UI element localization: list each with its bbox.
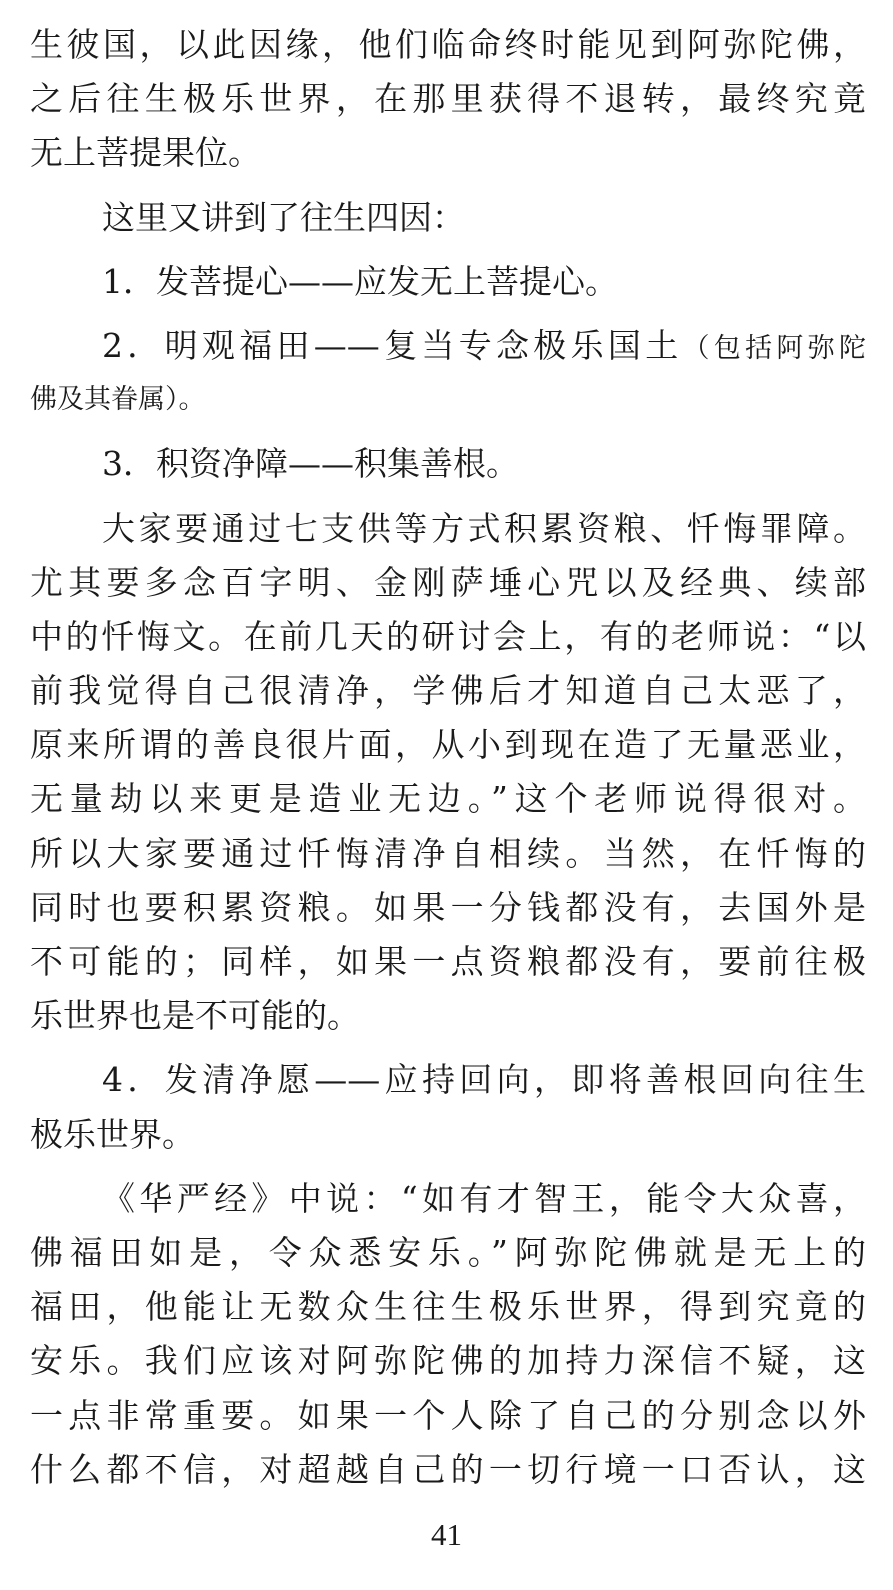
text-line: 同时也要积累资粮。如果一分钱都没有，去国外是 bbox=[30, 887, 866, 927]
list-item-2-cont: 佛及其眷属）。 bbox=[30, 384, 206, 416]
list-item-2 bbox=[30, 319, 866, 373]
text-line: 无量劫以来更是造业无边。”这个老师说得很对。 bbox=[30, 779, 866, 819]
text-line: 福田，他能让无数众生往生极乐世界，得到究竟的 bbox=[30, 1287, 866, 1327]
list-item-2-main: 2．明观福田——复当专念极乐国土 bbox=[102, 325, 683, 365]
text-line: 原来所谓的善良很片面，从小到现在造了无量恶业， bbox=[30, 725, 866, 765]
page-number: 41 bbox=[431, 1517, 462, 1552]
list-item-1: 1．发菩提心——应发无上菩提心。 bbox=[102, 261, 618, 301]
list-item-3: 3．积资净障——积集善根。 bbox=[102, 444, 519, 484]
list-item-2-note: （包括阿弥陀 bbox=[682, 332, 866, 364]
text-line: 大家要通过七支供等方式积累资粮、忏悔罪障。 bbox=[102, 508, 866, 548]
text-line: 之后往生极乐世界，在那里获得不退转，最终究竟 bbox=[30, 79, 866, 119]
text-line: 乐世界也是不可能的。 bbox=[30, 996, 360, 1036]
text-line: 极乐世界。 bbox=[30, 1114, 195, 1154]
text-line: 尤其要多念百字明、金刚萨埵心咒以及经典、续部 bbox=[30, 562, 866, 602]
text-line: 什么都不信，对超越自己的一切行境一口否认，这 bbox=[30, 1449, 866, 1489]
text-line: 所以大家要通过忏悔清净自相续。当然，在忏悔的 bbox=[30, 833, 866, 873]
text-line: 无上菩提果位。 bbox=[30, 133, 261, 173]
text-line: 《华严经》中说：“如有才智王，能令大众喜， bbox=[102, 1178, 866, 1218]
text-line: 中的忏悔文。在前几天的研讨会上，有的老师说：“以 bbox=[30, 616, 866, 656]
text-line: 不可能的；同样，如果一点资粮都没有，要前往极 bbox=[30, 942, 866, 981]
list-item-4: 4．发清净愿——应持回向，即将善根回向往生 bbox=[102, 1060, 866, 1100]
text-line: 安乐。我们应该对阿弥陀佛的加持力深信不疑，这 bbox=[30, 1341, 866, 1381]
text-line: 前我觉得自己很清净，学佛后才知道自己太恶了， bbox=[30, 671, 866, 711]
page-body bbox=[30, 18, 866, 1497]
text-line: 生彼国，以此因缘，他们临命终时能见到阿弥陀佛， bbox=[30, 25, 866, 64]
text-line: 一点非常重要。如果一个人除了自己的分别念以外 bbox=[30, 1395, 866, 1435]
text-line: 佛福田如是，令众悉安乐。”阿弥陀佛就是无上的 bbox=[30, 1232, 866, 1272]
text-line: 这里又讲到了往生四因： bbox=[102, 197, 465, 237]
